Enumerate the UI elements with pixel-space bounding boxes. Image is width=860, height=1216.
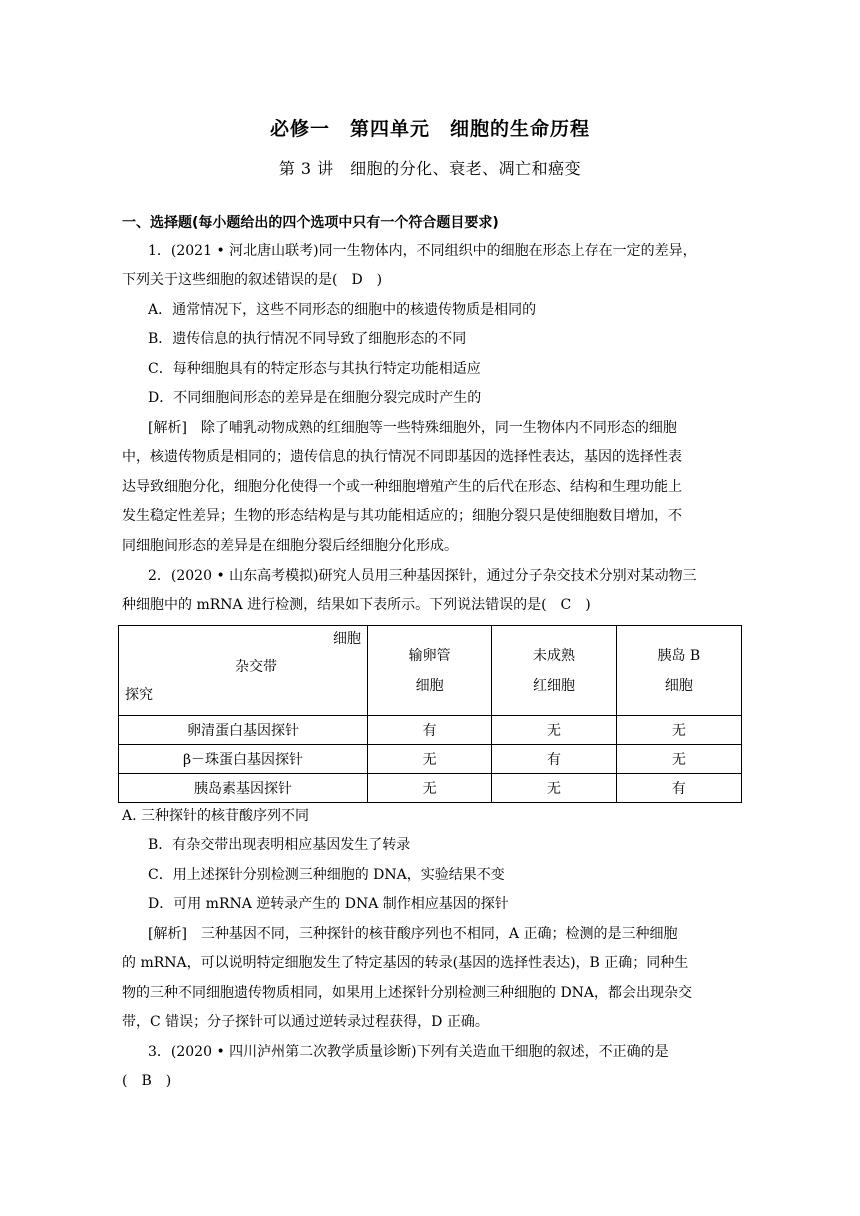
q1-option-d: D．不同细胞间形态的差异是在细胞分裂完成时产生的	[148, 390, 482, 406]
column-header-line: 红细胞	[532, 677, 575, 694]
document-title: 必修一 第四单元 细胞的生命历程	[269, 118, 590, 140]
q2-option-b: B．有杂交带出现表明相应基因发生了转录	[148, 837, 411, 853]
column-header-line: 细胞	[664, 677, 693, 694]
q2-option-a: A. 三种探针的核苷酸序列不同	[122, 808, 310, 824]
q1-stem-line: 1．(2021 • 河北唐山联考)同一生物体内，不同组织中的细胞在形态上存在一定的差异，	[148, 243, 697, 259]
table-cell: 有	[616, 774, 741, 803]
table-corner-cell	[119, 626, 368, 716]
q1-analysis-line: 中，核遗传物质是相同的；遗传信息的执行情况不同即基因的选择性表达，基因的选择性表	[122, 449, 682, 465]
section-heading: 一、选择题(每小题给出的四个选项中只有一个符合题目要求)	[122, 215, 499, 231]
table-cell: 无	[616, 745, 741, 774]
column-header-line: 未成熟	[532, 647, 575, 664]
q1-option-c: C．每种细胞具有的特定形态与其执行特定功能相适应	[148, 361, 481, 377]
column-header-line: 输卵管	[408, 647, 451, 664]
q1-option-b: B．遗传信息的执行情况不同导致了细胞形态的不同	[148, 331, 467, 347]
q1-option-a: A．通常情况下，这些不同形态的细胞中的核遗传物质是相同的	[148, 302, 537, 318]
column-header	[492, 626, 616, 716]
table-cell: 无	[492, 716, 616, 745]
table-cell: 无	[492, 774, 616, 803]
table-cell: 有	[368, 716, 492, 745]
table-cell: 无	[368, 745, 492, 774]
column-header	[368, 626, 492, 716]
q2-analysis-line: 物的三种不同细胞遗传物质相同，如果用上述探针分别检测三种细胞的 DNA，都会出现杂交	[122, 985, 693, 1001]
lecture-subtitle: 第 3 讲 细胞的分化、衰老、凋亡和癌变	[278, 159, 582, 178]
table-row	[119, 716, 742, 745]
q1-analysis-line: 发生稳定性差异；生物的形态结构是与其功能相适应的；细胞分裂只是使细胞数目增加，不	[122, 508, 682, 524]
column-header	[616, 626, 741, 716]
q3-stem-line: 3．(2020 • 四川泸州第二次教学质量诊断)下列有关造血干细胞的叙述，不正确的是	[148, 1044, 669, 1060]
q1-analysis-line: [解析] 除了哺乳动物成熟的红细胞等一些特殊细胞外，同一生物体内不同形态的细胞	[148, 420, 677, 436]
q2-option-c: C．用上述探针分别检测三种细胞的 DNA，实验结果不变	[148, 867, 505, 883]
q2-stem-line: 2．(2020 • 山东高考模拟)研究人员用三种基因探针，通过分子杂交技术分别对某动物三	[148, 568, 697, 584]
table-cell: 无	[616, 716, 741, 745]
column-header-line: 胰岛 B	[657, 647, 701, 664]
probe-result-table	[118, 625, 742, 803]
corner-label-probe: 探究	[125, 687, 153, 703]
corner-label-band: 杂交带	[235, 659, 277, 675]
table-cell: 有	[492, 745, 616, 774]
q1-stem-line: 下列关于这些细胞的叙述错误的是( D )	[122, 272, 383, 288]
q2-analysis-line: [解析] 三种基因不同，三种探针的核苷酸序列也不相同，A 正确；检测的是三种细胞	[148, 926, 678, 942]
table-cell: 无	[368, 774, 492, 803]
q3-stem-line: ( B )	[122, 1073, 172, 1089]
q1-analysis-line: 同细胞间形态的差异是在细胞分裂后经细胞分化形成。	[122, 538, 458, 554]
row-label: 胰岛素基因探针	[119, 774, 368, 803]
q1-analysis-line: 达导致细胞分化，细胞分化使得一个或一种细胞增殖产生的后代在形态、结构和生理功能上	[122, 479, 682, 495]
corner-label-cell: 细胞	[333, 631, 361, 647]
q2-option-d: D．可用 mRNA 逆转录产生的 DNA 制作相应基因的探针	[148, 896, 509, 912]
table-row	[119, 745, 742, 774]
row-label: 卵清蛋白基因探针	[119, 716, 368, 745]
q2-analysis-line: 带，C 错误；分子探针可以通过逆转录过程获得，D 正确。	[122, 1014, 489, 1030]
q2-analysis-line: 的 mRNA，可以说明特定细胞发生了特定基因的转录(基因的选择性表达)，B 正确；同种生	[122, 955, 689, 971]
column-header-line: 细胞	[415, 677, 444, 694]
q2-stem-line: 种细胞中的 mRNA 进行检测，结果如下表所示。下列说法错误的是( C )	[122, 597, 591, 613]
row-label: β－珠蛋白基因探针	[119, 745, 368, 774]
table-row	[119, 774, 742, 803]
table-header-row	[119, 626, 742, 716]
